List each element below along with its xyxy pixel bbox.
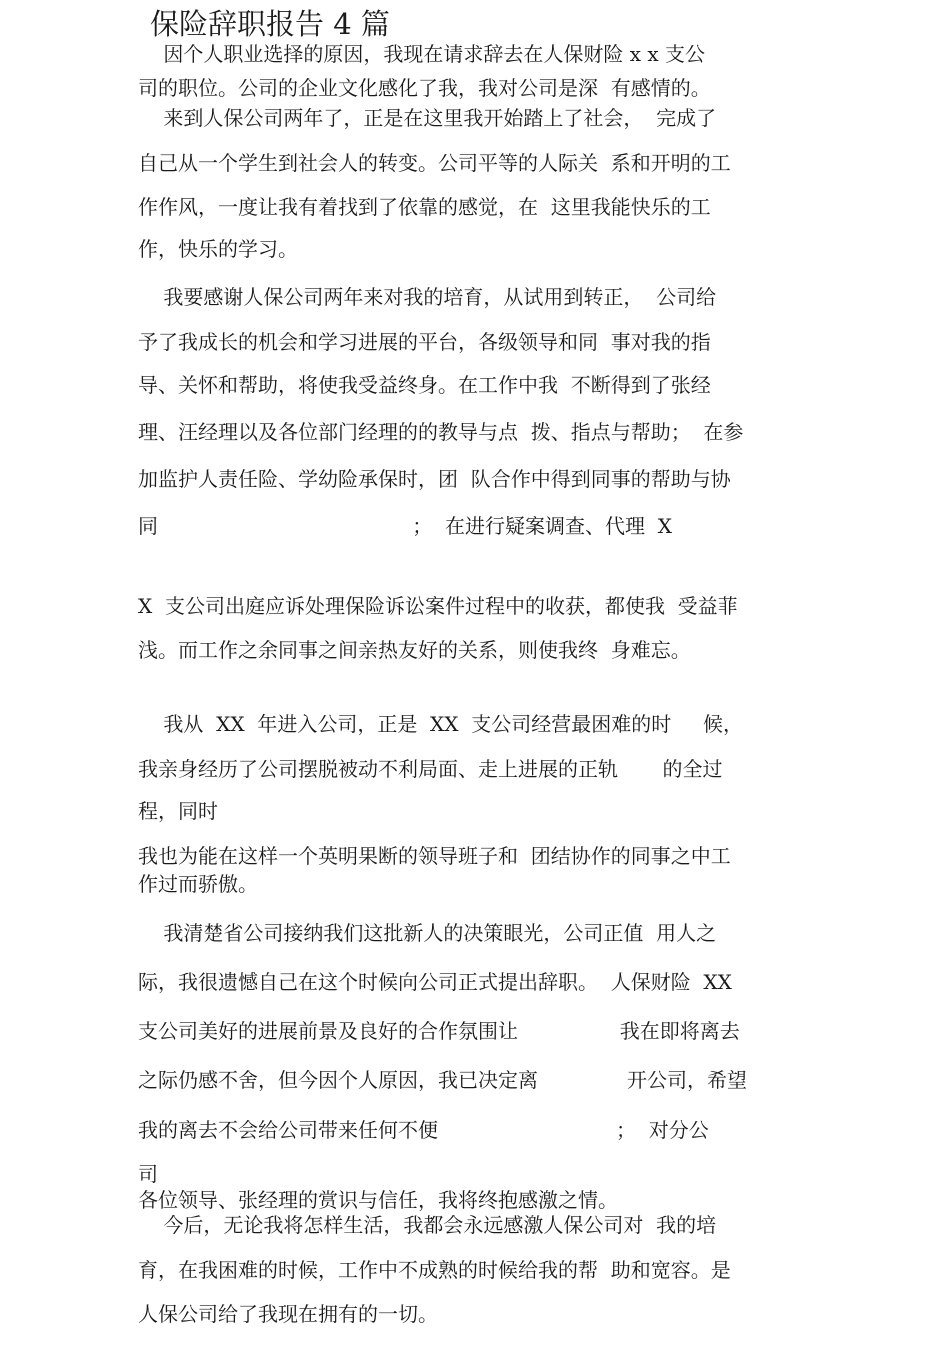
text-line: 作过而骄傲。 <box>138 872 258 896</box>
document-title: 保险辞职报告 4 篇 <box>150 7 390 41</box>
text-line: 各位领导、张经理的赏识与信任，我将终抱感激之情。 <box>138 1188 618 1212</box>
text-line: 际，我很遗憾自己在这个时候向公司正式提出辞职。 人保财险 XX <box>138 970 732 994</box>
text-line: 司 <box>138 1162 158 1186</box>
text-line: 司的职位。公司的企业文化感化了我，我对公司是深 有感情的。 <box>138 76 711 100</box>
text-line: 理、汪经理以及各位部门经理的的教导与点 拨、指点与帮助； 在参 <box>138 420 744 444</box>
text-line: 人保公司给了我现在拥有的一切。 <box>138 1302 438 1326</box>
text-line: 育，在我困难的时候，工作中不成熟的时候给我的帮 助和宽容。是 <box>138 1258 731 1282</box>
text-line: 来到人保公司两年了，正是在这里我开始踏上了社会， 完成了 <box>138 106 717 130</box>
text-line: 支公司美好的进展前景及良好的合作氛围让 我在即将离去 <box>138 1019 740 1043</box>
text-line: 我亲身经历了公司摆脱被动不利局面、走上进展的正轨 的全过 <box>138 757 723 781</box>
text-line: 予了我成长的机会和学习进展的平台，各级领导和同 事对我的指 <box>138 330 711 354</box>
text-line: 作，快乐的学习。 <box>138 237 298 261</box>
text-line: X 支公司出庭应诉处理保险诉讼案件过程中的收获，都使我 受益菲 <box>138 594 738 618</box>
text-line: 程，同时 <box>138 799 218 823</box>
text-line: 我要感谢人保公司两年来对我的培育，从试用到转正， 公司给 <box>138 285 717 309</box>
text-line: 作作风，一度让我有着找到了依靠的感觉，在 这里我能快乐的工 <box>138 195 711 219</box>
text-line: 我清楚省公司接纳我们这批新人的决策眼光，公司正值 用人之 <box>138 921 717 945</box>
text-line: 我的离去不会给公司带来任何不便 ； 对分公 <box>138 1118 709 1142</box>
text-line: 我也为能在这样一个英明果断的领导班子和 团结协作的同事之中工 <box>138 844 731 868</box>
text-line: 浅。而工作之余同事之间亲热友好的关系，则使我终 身难忘。 <box>138 638 691 662</box>
text-line: 我从 XX 年进入公司，正是 XX 支公司经营最困难的时 候， <box>138 712 744 736</box>
text-line: 之际仍感不舍，但今因个人原因，我已决定离 开公司，希望 <box>138 1068 748 1092</box>
text-line: 自己从一个学生到社会人的转变。公司平等的人际关 系和开明的工 <box>138 151 731 175</box>
text-line: 今后，无论我将怎样生活，我都会永远感激人保公司对 我的培 <box>138 1213 717 1237</box>
text-line: 因个人职业选择的原因，我现在请求辞去在人保财险 x x 支公 <box>138 42 706 66</box>
text-line: 同 ； 在进行疑案调查、代理 X <box>138 514 672 538</box>
text-line: 导、关怀和帮助，将使我受益终身。在工作中我 不断得到了张经 <box>138 373 711 397</box>
text-line: 加监护人责任险、学幼险承保时，团 队合作中得到同事的帮助与协 <box>138 467 731 491</box>
